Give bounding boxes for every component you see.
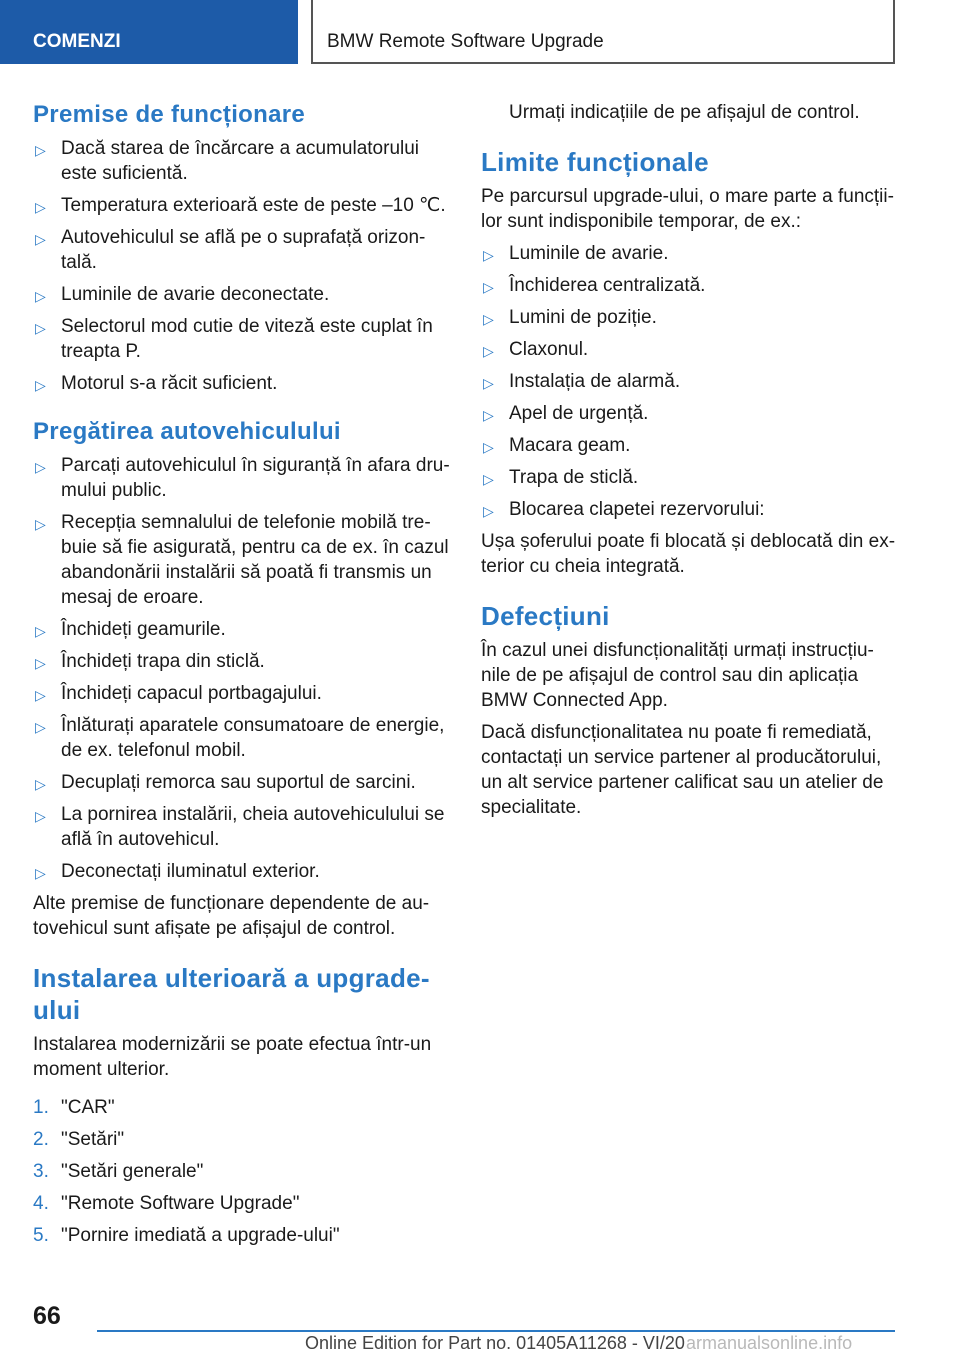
triangle-bullet-icon: ▷ xyxy=(35,320,46,336)
list-item: ▷ Apel de urgență. xyxy=(481,401,901,426)
triangle-bullet-icon: ▷ xyxy=(35,516,46,532)
triangle-bullet-icon: ▷ xyxy=(483,407,494,423)
left-column xyxy=(33,100,453,1255)
premise-list xyxy=(33,136,453,396)
triangle-bullet-icon: ▷ xyxy=(35,776,46,792)
instalare-intro: Instalarea modernizării se poate efectua într-un moment ulterior. xyxy=(33,1034,432,1080)
list-item: ▷ Temperatura exterioară este de peste –10 ℃. xyxy=(33,193,453,218)
list-item: ▷ Luminile de avarie. xyxy=(481,241,901,266)
list-item: ▷ Luminile de avarie deconectate. xyxy=(33,282,453,307)
list-item: ▷ Parcați autovehiculul în siguranță în afara dru- mului public. xyxy=(35,455,450,501)
list-item: ▷ Trapa de sticlă. xyxy=(481,465,901,490)
triangle-bullet-icon: ▷ xyxy=(483,343,494,359)
heading-defectiuni: Defecțiuni xyxy=(481,601,610,631)
page-header-title: BMW Remote Software Upgrade xyxy=(311,0,895,64)
list-item: ▷ Închideți capacul portbagajului. xyxy=(33,681,453,706)
heading-pregatire: Pregătirea autovehiculului xyxy=(33,418,341,445)
triangle-bullet-icon: ▷ xyxy=(35,142,46,158)
triangle-bullet-icon: ▷ xyxy=(35,377,46,393)
triangle-bullet-icon: ▷ xyxy=(483,375,494,391)
list-item: ▷ La pornirea instalării, cheia autovehiculului se află în autovehicul. xyxy=(35,804,445,850)
list-item: ▷ Blocarea clapetei rezervorului: xyxy=(481,497,901,522)
list-item: ▷ Decuplați remorca sau suportul de sarcini. xyxy=(33,770,453,795)
heading-instalare: Instalarea ulterioară a upgrade- ului xyxy=(33,963,430,1025)
section-tab: COMENZI xyxy=(0,0,298,64)
defectiuni-paragraph-2: Dacă disfuncționalitatea nu poate fi remediată, contactați un service partener al producătorului, un alt service partener calificat sau un atelier de specialitate. xyxy=(481,722,884,818)
right-column xyxy=(481,100,901,827)
list-item: ▷ Deconectați iluminatul exterior. xyxy=(33,859,453,884)
triangle-bullet-icon: ▷ xyxy=(35,288,46,304)
triangle-bullet-icon: ▷ xyxy=(483,471,494,487)
limite-note: Ușa șoferului poate fi blocată și deblocată din ex- terior cu cheia integrată. xyxy=(481,531,896,577)
footer-divider xyxy=(97,1330,895,1332)
instalare-steps xyxy=(33,1095,453,1248)
list-item: ▷ Închideți trapa din sticlă. xyxy=(33,649,453,674)
list-item: ▷ Instalația de alarmă. xyxy=(481,369,901,394)
list-item: ▷ Închiderea centralizată. xyxy=(481,273,901,298)
triangle-bullet-icon: ▷ xyxy=(35,231,46,247)
triangle-bullet-icon: ▷ xyxy=(35,687,46,703)
triangle-bullet-icon: ▷ xyxy=(35,865,46,881)
list-item: ▷ Macara geam. xyxy=(481,433,901,458)
pregatire-list xyxy=(33,453,453,884)
footer-edition: Online Edition for Part no. 01405A11268 - VI/20 xyxy=(305,1333,685,1353)
page-number: 66 xyxy=(33,1302,61,1330)
list-item: ▷ Claxonul. xyxy=(481,337,901,362)
step-item: 5. "Pornire imediată a upgrade-ului" xyxy=(33,1225,340,1246)
step-item: 4. "Remote Software Upgrade" xyxy=(33,1193,300,1214)
defectiuni-paragraph-1: În cazul unei disfuncționalități urmați instrucțiu- nile de pe afișajul de control sau din aplicația BMW Connected App. xyxy=(481,640,874,711)
triangle-bullet-icon: ▷ xyxy=(35,655,46,671)
list-item: ▷ Înlăturați aparatele consumatoare de energie, de ex. telefonul mobil. xyxy=(35,715,445,761)
step-item: 1. "CAR" xyxy=(33,1097,115,1118)
list-item: ▷ Selectorul mod cutie de viteză este cuplat în treapta P. xyxy=(35,316,433,362)
step-item: 2. "Setări" xyxy=(33,1129,125,1150)
heading-premise: Premise de funcționare xyxy=(33,101,306,128)
triangle-bullet-icon: ▷ xyxy=(483,247,494,263)
list-item: ▷ Motorul s-a răcit suficient. xyxy=(33,371,453,396)
triangle-bullet-icon: ▷ xyxy=(483,311,494,327)
triangle-bullet-icon: ▷ xyxy=(483,439,494,455)
list-item: ▷ Autovehiculul se află pe o suprafață orizon- tală. xyxy=(35,227,426,273)
triangle-bullet-icon: ▷ xyxy=(35,459,46,475)
step-item: 3. "Setări generale" xyxy=(33,1161,204,1182)
pregatire-note: Alte premise de funcționare dependente de au- tovehicul sunt afișate pe afișajul de control. xyxy=(33,893,430,939)
triangle-bullet-icon: ▷ xyxy=(35,623,46,639)
list-item: ▷ Dacă starea de încărcare a acumulatorului este suficientă. xyxy=(35,138,420,184)
triangle-bullet-icon: ▷ xyxy=(35,719,46,735)
triangle-bullet-icon: ▷ xyxy=(35,199,46,215)
triangle-bullet-icon: ▷ xyxy=(483,503,494,519)
triangle-bullet-icon: ▷ xyxy=(483,279,494,295)
list-item: ▷ Lumini de poziție. xyxy=(481,305,901,330)
triangle-bullet-icon: ▷ xyxy=(35,808,46,824)
list-item: ▷ Recepția semnalului de telefonie mobilă tre- buie să fie asigurată, pentru ca de ex. în cazul abandonării instalării să poată fi transmis un mesaj de eroare. xyxy=(35,512,449,608)
heading-limite: Limite funcționale xyxy=(481,147,709,177)
limite-list xyxy=(481,241,901,522)
continuation-text: Urmați indicațiile de pe afișajul de control. xyxy=(509,102,860,123)
limite-intro: Pe parcursul upgrade-ului, o mare parte a funcții- lor sunt indisponibile temporar, de ex.: xyxy=(481,186,894,232)
watermark: armanualsonline.info xyxy=(686,1333,853,1353)
list-item: ▷ Închideți geamurile. xyxy=(33,617,453,642)
